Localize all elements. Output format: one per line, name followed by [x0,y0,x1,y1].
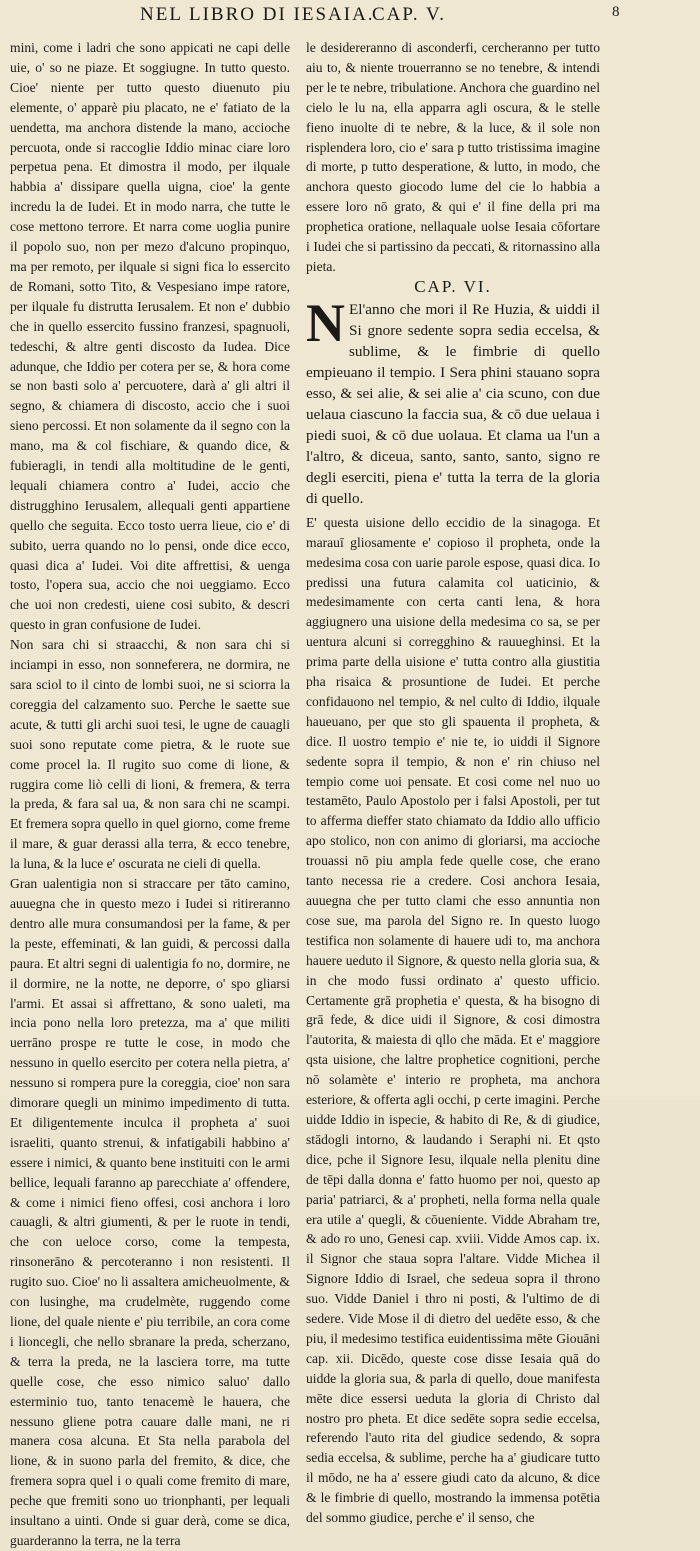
left-paragraph: Gran ualentigia non si straccare per tāto camino, auuegna che in questo mezo i Iudei si ritireranno dentro alle mura consumandosi per la fame, & per la peste, effeminati, & lan guidi, & percossi dalla paura. Et altri segni di ualentigia fo no, dormire, ne il dormire, ne la notte, ne deporre, o' spo gliarsi l'armi. Et assai si affrettano, & sono ualeti, ma incia pono nella loro pretezza, ma a' que militi uerrāno prospe re tutte le cose, in modo che nessuno in quello esercito per cotera nella pietra, a' nessuno si rompera pure la coreggia, cioe' non sara dimorare quegli un minimo impedimento di tutta. Et diligentemente inculca il propheta a' suoi israeliti, quanto strenui, & infatigabili habbino a' essere i nimici, & quanto bene instituiti con le armi bellice, lequali faranno ap parecchiate a' offendere, & come i nimici fieno offesi, cosi anchora i loro cauagli, & altri giumenti, & per le ruote in tendi, che con ueloce corso, come la tempesta, rinsonerāno & percoteranno i non resistenti. Il rugito suo. Cioe' no li assaltera amicheuolmente, & con lusinghe, ma crudelmète, ruggendo come lione, del quale niente e' piu terribile, an cora come i lioncegli, che nello sbranare la preda, scherzano, & terra la preda, ne la lasciera torre, ma tutte quelle cose, che esso nimico saluo' dallo esterminio tuo, tanto tenacemè le hauera, che nessuno gliene potra cauare dalle mani, ne ri manera cosa alcuna. Et Sta nella parabola del lione, & in suono parla del fremito, & dice, che fremera sopra quel i o quali come fremito di mare, peche que fremiti sono uo trionphanti, per lequali insultano a uinti. Onde si guar derà, come se dica, guarderanno la terra, ne la terra [10,876,290,1548]
verse-text: El'anno che mori il Re Huzia, & uiddi il Si gnore sedente sopra sedia eccelsa, & sublime, & le fimbrie di quello empieuano il tempio. I Sera phini stauano sopra esso, & sei alie, & sei alie a' cia scuno, con due uelaua ciascuno la faccia sua, & cō due uelaua i piedi suoi, & cō due uolaua. Et clama ua l'un a l'altro, & diceua, santo, santo, santo, signo re degli eserciti, piena e' tutta la terra de la gloria di quello. [306,300,600,507]
drop-cap: N [306,292,345,353]
right-column [306,38,600,1528]
left-paragraph: Non sara chi si straacchi, & non sara chi si inciampi in esso, non sonneferera, ne dormira, ne sara sciol to il cinto de lombi suoi, ne si sciorra la coreggia del calzamento suo. Perche le saette sue acute, & tutti gli archi suoi tesi, le ugne de cauagli suoi sono reputate come pietra, & le ruote sue come procel la. Il rugito suo come di lione, & ruggira come liò celli di lioni, & fremera, & terra la preda, & fara sal ua, & non sara chi ne scampi. Et fremera sopra quello in quel giorno, come freme il mare, & guar derassi alla terra, & ecco tenebre, la luna, & la luce e' oscurata ne cieli di quella. [10,637,290,872]
right-top-paragraph: le desidereranno di asconderfi, cercheranno per tutto aiu to, & niente trouerranno se no tenebre, & intendi per le te nebre, tribulatione. Anchora che guardino nel cielo le lu na, ella apparra agli oscura, & le stelle fieno inuolte di te nebre, & la luce, & il sole non risplendera loro, cio e' sara p tutto tristissima imagine di morte, p tutto desperatione, & lutto, in modo, che anchora questo giocodo lume del cie lo habbia a essere loro nō grato, & qui e' il fine della pri ma prophetica oratione, nellaquale uolse Iesaia cōfortare i Iudei che si partissino da peccati, & ritornassino alla pieta. [306,40,600,274]
commentary-paragraph: E' questa uisione dello eccidio de la sinagoga. Et marauī gliosamente e' copioso il propheta, onde la medesima cosa con uarie parole espose, quasi dica. Io predissi una futura calamita col uaticinio, & medesimamente con certa canti lena, & hora aggiugnero una uisione della medesima co sa, se per uentura alcuni si corregghino & rauueghinsi. Et la prima parte della uisione e' tutta contro alla giustitia pha risaica & prosuntione de Iudei. Et perche confidauono nel tempio, & nel culto di Iddio, ilquale haueuano, per que sto gli spauenta il propheta, & dice. Il uostro tempio e' nie te, io uiddi il Signore sedente sopra il tempio, & non e' rin chiuso nel tempio come uoi pensate. Et cosi come nel nuo uo testamēto, Paulo Apostolo per i falsi Apostoli, per tut to afferma dieffer stato chiamato da Iddio allo ufficio apo stolico, non con animo di gloriarsi, ma accioche trouassi nō piu ampla fede quelle cose, che erano tanto necessa rie a credere. Cosi anchora Iesaia, auuegna che per tutto clami che esso annuntia non cose sue, ma parola del Signo re. In questo luogo testifica non solamente di hauere udi to, ma anchora hauere ueduto il Signore, & questo nella gloria sua, & in che modo fussi ordinato a' questo ufficio. Certamente grā prophetia e' questa, & ha bisogno di grā fede, & dice uidi il Signore, & cosi dimostra l'autorita, & maiesta di qllo che māda. Et e' maggiore qsta uisione, che laltre prophetice cognitioni, perche nō solamète e' interio re propheta, ma anchora esteriore, & offerta agli occhi, p certe imagini. Perche uidde Iddio in ispecie, & habito di Re, & di giudice, stādogli intorno, & laudando i Seraphi ni. Et qsto dice, pche il Signore Iesu, ilquale nella plenitu dine de tēpi dalla donna e' fatto huomo per noi, questo ap paria' patriarci, & a' propheti, nella forma nella quale era utile a' quegli, & cōueniente. Vidde Abraham tre, & ado ro uno, Genesi cap. xviii. Vidde Amos cap. ix. il Signor che staua sopra l'altare. Vidde Michea il Signore Iddio di Israel, che sedeua sopra il throno suo. Vidde Daniel i thro ni posti, & l'ultimo de di sedere. Vide Mose il di dietro del uedēte esso, & che piu, il medesimo testifica euidentissima mēte Giouāni cap. xii. Dicēdo, queste cose disse Iesaia quā do uidde la gloria sua, & parla di quello, doue manifesta mēte dice essersi ueduta la gloria di Christo dal nostro pro pheta. Et dice sedēte sopra sedie eccelsa, referendo l'auto rita del giudice sedendo, & sopra sedia eccelsa, & sublime, perche ha a' giudicare tutto il mōdo, ne ha a' essere giudi cato da alcuno, & dice & le fimbrie di quello, mostrando la immensa potētia del sommo giudice, perche e' il senso, che [306,514,600,1526]
running-header [0,2,700,36]
left-column [10,38,290,1551]
left-paragraph: mini, come i ladri che sono appicati ne capi delle uie, o' so ne piaze. Et soggiugne. In tutto questo. Cioe' niente per tutto questo diuenuto piu elemente, o' apparè piu placato, ne e' fatiato de la uendetta, ma anchora distende la mano, accioche percuota, onde si raccoglie Iddio minac ciare loro perpetua pena. Et dimostra il modo, per ilquale habbia a' dissipare quella uigna, cioe' la gente incredu la de Iudei. Et in modo narra, che tutte le cose mettono terrore. Et narra come uoglia punire il popolo suo, non per mezo d'alcuno propinquo, ma per remoto, per ilquale si signi fica lo essercito de Romani, sotto Tito, & Vespesiano impe ratore, per ilquale fu distrutta Ierusalem. Et non e' dubbio che in quello essercito fussino franzesi, spagnuoli, tedeschi, & altre genti discosto da Iudea. Dice adunque, che Iddio per cotera per se, & hora come se non basti solo a' percuotere, darà a' gli altri il segno, & chiamera di discosto, accio che i suoi sieno percossi. Et non solamente da il segno con la mano, ma & col fischiare, & quando dice, & fubieragli, in tendi alla moltitudine de le genti, lequali chiamera contro a' Iudei, accio che distrugghino Ierusalem, allequali genti appartiene quello che seguita. Ecco tosto uerra lieue, cio e' di subito, uerra quando no lo pensi, onde dice ecco, quasi dica a' Iudei. Voi dite affrettisi, & uenga tosto, l'opera sua, accio che noi ueggiamo. Ecco che uoi non credesti, uiene cosi subito, & descri questo in gran confusione de Iudei. [10,40,290,633]
page-number: 8 [612,4,620,20]
chapter-heading: CAP. VI. [414,276,492,296]
book-title: NEL LIBRO DI IESAIA. [140,4,375,25]
chapter-label: CAP. V. [372,4,447,25]
verse-paragraph [306,292,600,509]
